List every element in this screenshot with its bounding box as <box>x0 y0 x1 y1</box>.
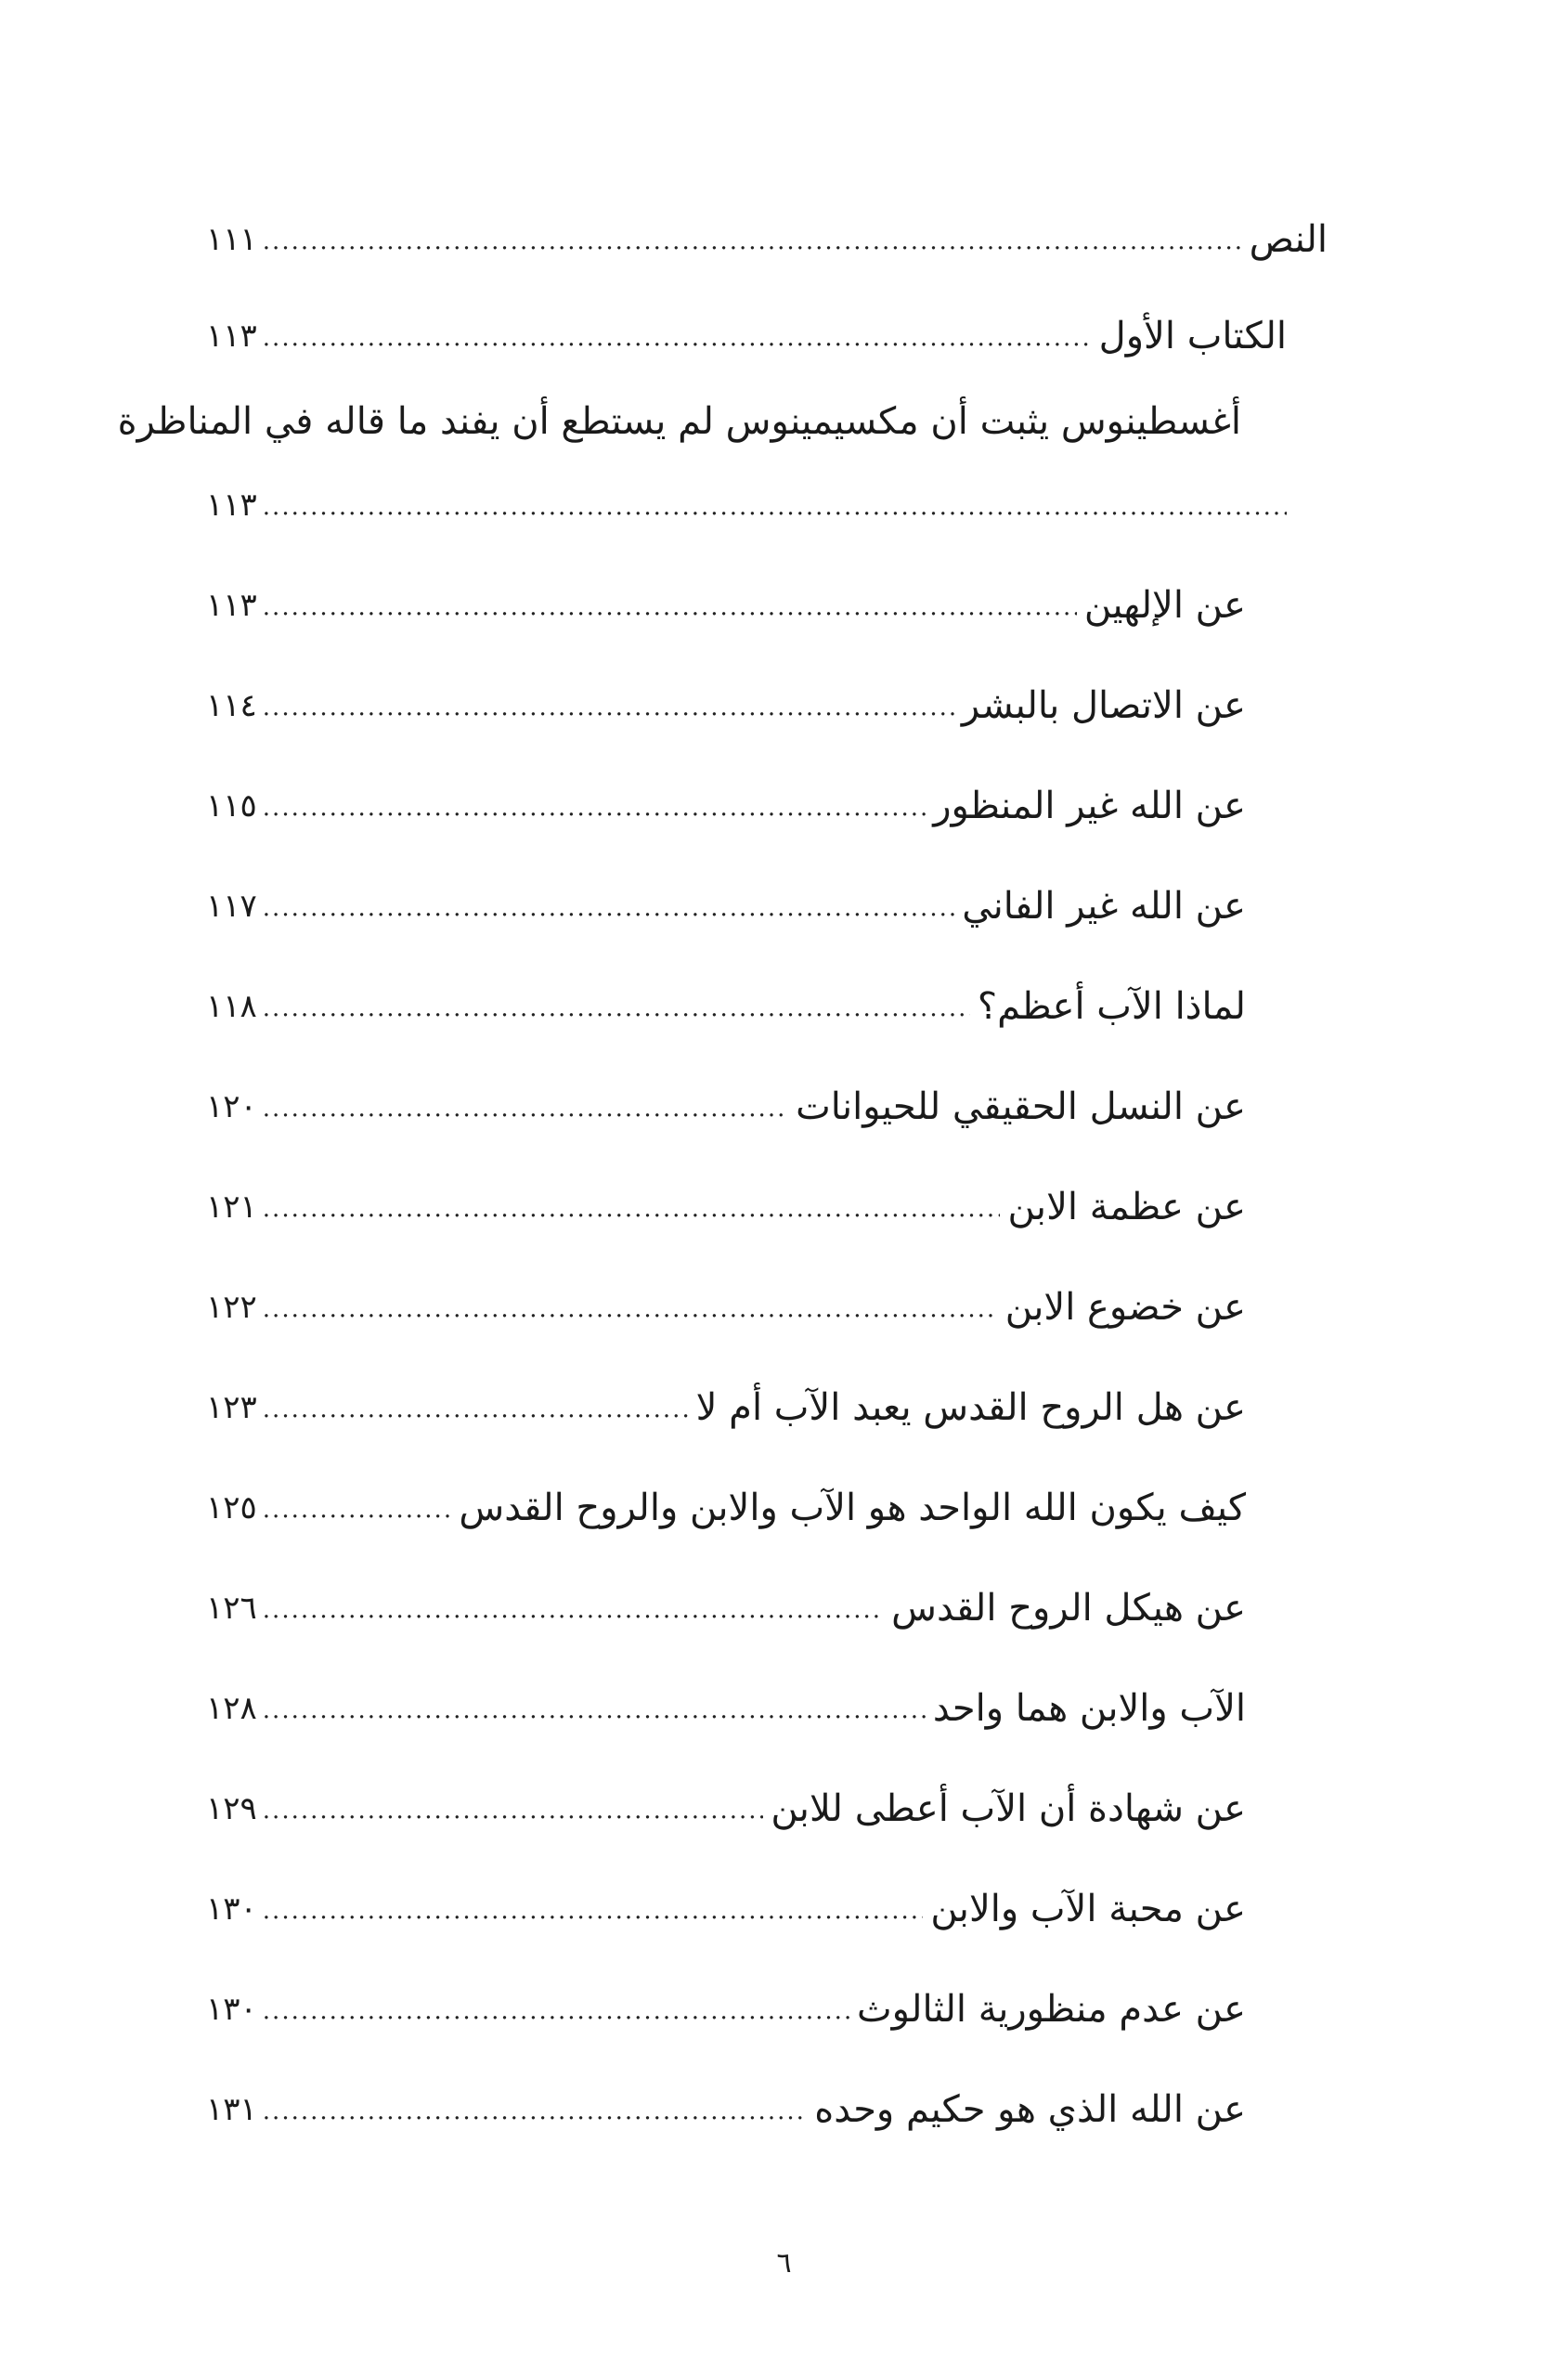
toc-entry-page: ١٢٣ <box>206 1389 257 1426</box>
dot-leader <box>263 890 955 940</box>
toc-entry-page: ١١٣ <box>206 587 257 624</box>
toc-entry-title: عن محبة الآب والابن <box>930 1888 1246 1930</box>
dot-leader <box>263 1591 884 1642</box>
toc-entry-title: الآب والابن هما واحد <box>932 1687 1246 1730</box>
toc-entry-page: ١٣٠ <box>206 1890 257 1928</box>
toc-entry <box>206 2076 1246 2143</box>
toc-entry-title: عن خضوع الابن <box>1004 1286 1246 1329</box>
toc-entry-page: ١٢٨ <box>206 1690 257 1727</box>
toc-entry-title: عن هيكل الروح القدس <box>891 1587 1246 1630</box>
toc-entry <box>206 1374 1246 1441</box>
dot-leader <box>263 1090 788 1140</box>
page-number: ٦ <box>776 2247 792 2280</box>
toc-entry <box>206 572 1246 639</box>
toc-entry <box>206 1575 1246 1642</box>
toc-entry <box>206 472 1287 539</box>
toc-entry-title: عن شهادة أن الآب أعطى للابن <box>771 1787 1246 1830</box>
dot-leader <box>263 488 1287 539</box>
toc-entry <box>206 773 1246 839</box>
dot-leader <box>263 1993 849 2043</box>
toc-entry-page: ١١٨ <box>206 988 257 1025</box>
toc-entry-page: ١٢٦ <box>206 1590 257 1627</box>
toc-entry <box>206 1976 1246 2043</box>
toc-entry-title: أغسطينوس يثبت أن مكسيمينوس لم يستطع أن يفند ما قاله في المناظرة <box>117 400 1241 443</box>
toc-entry-page: ١٢٥ <box>206 1489 257 1526</box>
toc-entry-page: ١١٥ <box>206 787 257 825</box>
dot-leader <box>263 1491 452 1541</box>
toc-entry-page: ١٢٩ <box>206 1790 257 1827</box>
toc-entry-title: النص <box>1249 218 1328 261</box>
dot-leader <box>263 990 970 1040</box>
toc-entry-page: ١١٤ <box>206 687 257 724</box>
toc-entry <box>206 303 1287 370</box>
toc-entry <box>206 1775 1246 1842</box>
toc-entry-page: ١٣٠ <box>206 1991 257 2028</box>
dot-leader <box>263 689 954 739</box>
toc-entry <box>206 1274 1246 1341</box>
toc-entry-title: عن الله غير الفاني <box>962 885 1246 928</box>
dot-leader <box>263 1892 924 1942</box>
toc-entry-page: ١٢٢ <box>206 1289 257 1326</box>
toc-entry-title: لماذا الآب أعظم؟ <box>977 985 1246 1028</box>
toc-entry <box>206 873 1246 940</box>
toc-entry <box>206 1073 1246 1140</box>
toc-entry-page: ١١١ <box>206 221 257 258</box>
toc-entry <box>206 1174 1246 1240</box>
dot-leader <box>263 1291 998 1341</box>
dot-leader <box>263 1190 1001 1240</box>
dot-leader <box>263 1391 689 1441</box>
toc-entry-page: ١١٧ <box>206 888 257 925</box>
dot-leader <box>263 2093 807 2143</box>
dot-leader <box>263 223 1242 273</box>
toc-entry-title: كيف يكون الله الواحد هو الآب والابن والروح القدس <box>459 1487 1246 1529</box>
toc-entry-page: ١١٣ <box>206 487 257 524</box>
toc-entry-title: عن هل الروح القدس يعبد الآب أم لا <box>695 1386 1246 1429</box>
toc-entry-title: عن الإلهين <box>1083 584 1246 627</box>
toc-entry-title: عن النسل الحقيقي للحيوانات <box>796 1085 1246 1128</box>
toc-entry <box>206 206 1328 273</box>
toc-entry-title: عن عظمة الابن <box>1007 1186 1246 1228</box>
dot-leader <box>263 1692 926 1742</box>
dot-leader <box>263 1792 764 1842</box>
toc-entry-title: عن عدم منظورية الثالوث <box>856 1988 1246 2031</box>
toc-entry-title: عن الله الذي هو حكيم وحده <box>814 2088 1246 2131</box>
toc-entry-title: عن الاتصال بالبشر <box>961 684 1246 727</box>
toc-entry-page: ١١٣ <box>206 318 257 355</box>
dot-leader <box>263 589 1077 639</box>
toc-entry-page: ١٣١ <box>206 2091 257 2128</box>
toc-entry <box>206 1474 1246 1541</box>
toc-entry <box>206 1675 1246 1742</box>
toc-entry-page: ١٢١ <box>206 1188 257 1226</box>
toc-entry <box>206 973 1246 1040</box>
toc-entry-title: عن الله غير المنظور <box>933 785 1246 827</box>
toc-entry-page: ١٢٠ <box>206 1088 257 1125</box>
toc-entry <box>206 672 1246 739</box>
toc-entry <box>206 1876 1246 1942</box>
dot-leader <box>263 319 1092 370</box>
toc-entry-title: الكتاب الأول <box>1098 315 1287 357</box>
dot-leader <box>263 789 926 839</box>
